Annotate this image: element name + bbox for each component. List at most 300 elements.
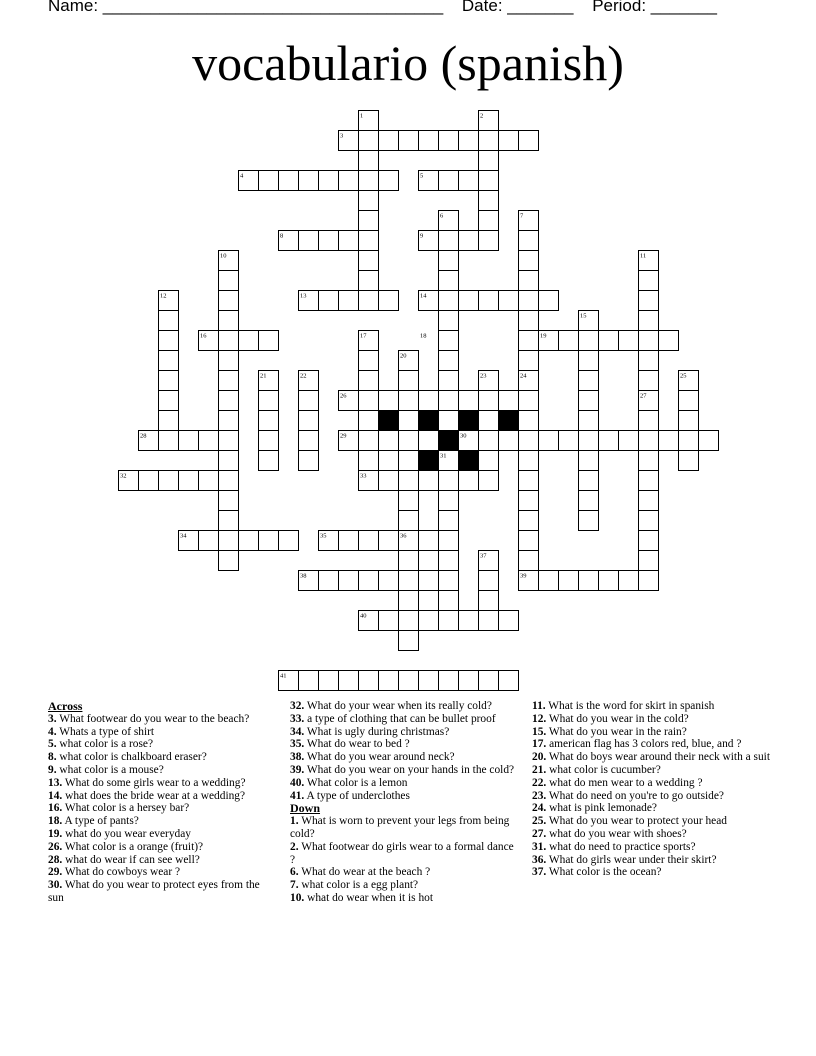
grid-cell[interactable] xyxy=(259,431,279,451)
grid-cell[interactable] xyxy=(339,571,359,591)
grid-cell[interactable] xyxy=(539,431,559,451)
clue-text: A type of underclothes xyxy=(304,789,410,802)
grid-cell[interactable] xyxy=(579,451,599,471)
clue-text: what is pink lemonade? xyxy=(546,802,657,815)
grid-cell[interactable] xyxy=(359,131,379,151)
clue-number: 20. xyxy=(532,751,547,764)
clue-number-label: 39 xyxy=(520,572,527,580)
grid-cell[interactable] xyxy=(219,491,239,511)
grid-cell[interactable] xyxy=(399,591,419,611)
grid-cell[interactable] xyxy=(439,251,459,271)
grid-cell[interactable] xyxy=(399,671,419,691)
grid-cell[interactable] xyxy=(159,311,179,331)
clue-text: What do boys wear around their neck with a suit xyxy=(546,751,770,764)
grid-cell[interactable] xyxy=(699,431,719,451)
grid-cell[interactable] xyxy=(159,371,179,391)
grid-cell[interactable] xyxy=(219,331,239,351)
grid-cell[interactable] xyxy=(459,171,479,191)
grid-cell[interactable] xyxy=(499,391,519,411)
grid-cell[interactable] xyxy=(519,391,539,411)
across-clue xyxy=(48,738,278,751)
grid-cell[interactable] xyxy=(359,671,379,691)
grid-cell[interactable] xyxy=(359,211,379,231)
grid-cell[interactable] xyxy=(479,291,499,311)
grid-cell[interactable] xyxy=(399,131,419,151)
clue-text: What do you wear around neck? xyxy=(304,751,455,764)
grid-cell[interactable] xyxy=(419,131,439,151)
clue-number: 4. xyxy=(48,725,57,738)
grid-cell[interactable] xyxy=(639,431,659,451)
grid-cell[interactable] xyxy=(579,571,599,591)
grid-cell[interactable] xyxy=(359,351,379,371)
grid-cell[interactable] xyxy=(439,351,459,371)
clue-number: 35. xyxy=(290,738,305,751)
grid-cell[interactable] xyxy=(259,451,279,471)
clue-text: What do you wear in the cold? xyxy=(546,712,689,725)
grid-cell[interactable] xyxy=(359,291,379,311)
grid-cell[interactable] xyxy=(379,671,399,691)
grid-cell[interactable] xyxy=(399,451,419,471)
grid-cell[interactable] xyxy=(519,411,539,431)
grid-cell[interactable] xyxy=(519,331,539,351)
grid-cell[interactable] xyxy=(279,531,299,551)
clue-number-label: 37 xyxy=(480,552,487,560)
clue-number-label: 9 xyxy=(420,232,424,240)
grid-cell[interactable] xyxy=(379,611,399,631)
grid-cell[interactable] xyxy=(619,331,639,351)
grid-cell[interactable] xyxy=(399,631,419,651)
grid-cell[interactable] xyxy=(479,151,499,171)
clue-number-label: 21 xyxy=(260,372,267,380)
down-clue xyxy=(532,802,772,815)
grid-cell[interactable] xyxy=(439,231,459,251)
grid-cell[interactable] xyxy=(319,291,339,311)
grid-cell[interactable] xyxy=(479,611,499,631)
grid-cell[interactable] xyxy=(639,311,659,331)
clue-text: What footwear do you wear to the beach? xyxy=(56,712,250,725)
grid-cell[interactable] xyxy=(339,531,359,551)
grid-cell[interactable] xyxy=(259,331,279,351)
clue-text: what does the bride wear at a wedding? xyxy=(62,789,246,802)
grid-cell[interactable] xyxy=(359,191,379,211)
blocked-cell xyxy=(439,431,459,451)
grid-cell[interactable] xyxy=(419,571,439,591)
grid-cell[interactable] xyxy=(419,531,439,551)
grid-cell[interactable] xyxy=(519,271,539,291)
grid-cell[interactable] xyxy=(419,611,439,631)
period-field-label[interactable]: Period: _______ xyxy=(592,0,717,15)
clue-text: What is worn to prevent your legs from being cold? xyxy=(290,815,510,840)
grid-cell[interactable] xyxy=(479,591,499,611)
grid-cell[interactable] xyxy=(599,331,619,351)
grid-cell[interactable] xyxy=(299,431,319,451)
grid-cell[interactable] xyxy=(459,611,479,631)
grid-cell[interactable] xyxy=(159,331,179,351)
clue-number: 28. xyxy=(48,853,63,866)
clue-number-label: 22 xyxy=(300,372,307,380)
grid-cell[interactable] xyxy=(339,671,359,691)
grid-cell[interactable] xyxy=(299,451,319,471)
clue-text: What do wear at the beach ? xyxy=(298,866,431,879)
grid-cell[interactable] xyxy=(479,411,499,431)
grid-cell[interactable] xyxy=(399,551,419,571)
grid-cell[interactable] xyxy=(199,431,219,451)
grid-cell[interactable] xyxy=(519,551,539,571)
grid-cell[interactable] xyxy=(439,271,459,291)
grid-cell[interactable] xyxy=(159,351,179,371)
grid-cell[interactable] xyxy=(459,671,479,691)
grid-cell[interactable] xyxy=(479,451,499,471)
grid-cell[interactable] xyxy=(179,431,199,451)
grid-cell[interactable] xyxy=(639,471,659,491)
grid-cell[interactable] xyxy=(219,511,239,531)
grid-cell[interactable] xyxy=(319,671,339,691)
grid-cell[interactable] xyxy=(459,231,479,251)
grid-cell[interactable] xyxy=(359,411,379,431)
grid-cell[interactable] xyxy=(559,331,579,351)
grid-cell[interactable] xyxy=(359,571,379,591)
grid-cell[interactable] xyxy=(419,671,439,691)
grid-cell[interactable] xyxy=(159,411,179,431)
grid-cell[interactable] xyxy=(439,371,459,391)
clue-number-label: 2 xyxy=(480,112,484,120)
grid-cell[interactable] xyxy=(639,451,659,471)
grid-cell[interactable] xyxy=(399,411,419,431)
grid-cell[interactable] xyxy=(379,471,399,491)
clue-number-label: 29 xyxy=(340,432,347,440)
clue-text: american flag has 3 colors red, blue, and ? xyxy=(546,738,742,751)
grid-cell[interactable] xyxy=(539,291,559,311)
grid-cell[interactable] xyxy=(379,131,399,151)
grid-cell[interactable] xyxy=(399,471,419,491)
grid-cell[interactable] xyxy=(579,431,599,451)
clue-number-label: 16 xyxy=(200,332,207,340)
grid-cell[interactable] xyxy=(359,371,379,391)
grid-cell[interactable] xyxy=(319,571,339,591)
grid-cell[interactable] xyxy=(439,551,459,571)
grid-cell[interactable] xyxy=(139,471,159,491)
grid-cell[interactable] xyxy=(259,531,279,551)
grid-cell[interactable] xyxy=(519,431,539,451)
grid-cell[interactable] xyxy=(379,391,399,411)
across-clue xyxy=(48,828,278,841)
grid-cell[interactable] xyxy=(239,331,259,351)
grid-cell[interactable] xyxy=(259,411,279,431)
grid-cell[interactable] xyxy=(639,531,659,551)
down-clue xyxy=(290,866,520,879)
grid-cell[interactable] xyxy=(219,271,239,291)
grid-cell[interactable] xyxy=(419,431,439,451)
grid-cell[interactable] xyxy=(319,231,339,251)
grid-cell[interactable] xyxy=(519,511,539,531)
clue-number: 24. xyxy=(532,802,547,815)
grid-cell[interactable] xyxy=(579,351,599,371)
down-clue xyxy=(532,828,772,841)
grid-cell[interactable] xyxy=(579,371,599,391)
grid-cell[interactable] xyxy=(639,511,659,531)
grid-cell[interactable] xyxy=(519,471,539,491)
grid-cell[interactable] xyxy=(439,531,459,551)
grid-cell[interactable] xyxy=(639,331,659,351)
grid-cell[interactable] xyxy=(359,251,379,271)
grid-cell[interactable] xyxy=(359,431,379,451)
grid-cell[interactable] xyxy=(439,491,459,511)
grid-cell[interactable] xyxy=(359,171,379,191)
down-clue xyxy=(532,777,772,790)
grid-cell[interactable] xyxy=(299,171,319,191)
grid-cell[interactable] xyxy=(439,671,459,691)
grid-cell[interactable] xyxy=(639,351,659,371)
grid-cell[interactable] xyxy=(639,571,659,591)
grid-cell[interactable] xyxy=(479,431,499,451)
clue-number-label: 34 xyxy=(180,532,187,540)
grid-cell[interactable] xyxy=(679,431,699,451)
grid-cell[interactable] xyxy=(359,531,379,551)
grid-cell[interactable] xyxy=(219,391,239,411)
grid-cell[interactable] xyxy=(439,331,459,351)
grid-cell[interactable] xyxy=(219,311,239,331)
grid-cell[interactable] xyxy=(559,571,579,591)
grid-cell[interactable] xyxy=(439,291,459,311)
grid-cell[interactable] xyxy=(639,371,659,391)
grid-cell[interactable] xyxy=(479,171,499,191)
grid-cell[interactable] xyxy=(159,391,179,411)
grid-cell[interactable] xyxy=(499,671,519,691)
grid-cell[interactable] xyxy=(639,551,659,571)
clue-text: What color is the ocean? xyxy=(546,866,662,879)
grid-cell[interactable] xyxy=(539,571,559,591)
grid-cell[interactable] xyxy=(259,391,279,411)
grid-cell[interactable] xyxy=(479,391,499,411)
grid-cell[interactable] xyxy=(679,391,699,411)
grid-cell[interactable] xyxy=(439,511,459,531)
across-clue xyxy=(290,777,520,790)
grid-cell[interactable] xyxy=(679,411,699,431)
clue-text: What color is a orange (fruit)? xyxy=(62,840,204,853)
grid-cell[interactable] xyxy=(399,491,419,511)
grid-cell[interactable] xyxy=(239,531,259,551)
page-title: vocabulario (spanish) xyxy=(192,35,624,91)
grid-cell[interactable] xyxy=(179,471,199,491)
grid-cell[interactable] xyxy=(199,471,219,491)
clue-number: 12. xyxy=(532,712,547,725)
clue-text: what color is a egg plant? xyxy=(298,879,419,892)
clue-number-label: 11 xyxy=(640,252,647,260)
date-field-label[interactable]: Date: _______ xyxy=(461,0,574,15)
grid-cell[interactable] xyxy=(499,131,519,151)
down-clue xyxy=(532,790,772,803)
clue-number: 6. xyxy=(290,866,299,879)
grid-cell[interactable] xyxy=(579,411,599,431)
grid-cell[interactable] xyxy=(499,291,519,311)
grid-cell[interactable] xyxy=(679,451,699,471)
name-field-label[interactable]: Name: ____________________________________ xyxy=(48,0,444,15)
clue-text: What do you wear in the rain? xyxy=(546,725,687,738)
grid-cell[interactable] xyxy=(639,491,659,511)
clue-number: 3. xyxy=(48,712,57,725)
clue-number-label: 8 xyxy=(280,232,284,240)
grid-cell[interactable] xyxy=(379,171,399,191)
grid-cell[interactable] xyxy=(519,291,539,311)
grid-cell[interactable] xyxy=(159,471,179,491)
grid-cell[interactable] xyxy=(439,471,459,491)
grid-cell[interactable] xyxy=(359,391,379,411)
clue-number-label: 4 xyxy=(240,172,244,180)
grid-cell[interactable] xyxy=(639,411,659,431)
grid-cell[interactable] xyxy=(459,391,479,411)
down-heading: Down xyxy=(290,801,321,816)
grid-cell[interactable] xyxy=(319,171,339,191)
across-clue xyxy=(48,764,278,777)
grid-cell[interactable] xyxy=(399,391,419,411)
blocked-cell xyxy=(459,451,479,471)
grid-cell[interactable] xyxy=(659,431,679,451)
grid-cell[interactable] xyxy=(359,451,379,471)
grid-cell[interactable] xyxy=(579,331,599,351)
grid-cell[interactable] xyxy=(639,271,659,291)
grid-cell[interactable] xyxy=(299,411,319,431)
clue-text: What color is a lemon xyxy=(304,776,408,789)
grid-cell[interactable] xyxy=(599,431,619,451)
grid-cell[interactable] xyxy=(399,511,419,531)
grid-cell[interactable] xyxy=(559,431,579,451)
grid-cell[interactable] xyxy=(399,571,419,591)
grid-cell[interactable] xyxy=(499,431,519,451)
grid-cell[interactable] xyxy=(219,411,239,431)
grid-cell[interactable] xyxy=(479,571,499,591)
grid-cell[interactable] xyxy=(379,431,399,451)
clue-number: 9. xyxy=(48,763,57,776)
grid-cell[interactable] xyxy=(399,611,419,631)
grid-cell[interactable] xyxy=(219,351,239,371)
across-clue xyxy=(48,713,278,726)
grid-cell[interactable] xyxy=(519,491,539,511)
grid-cell[interactable] xyxy=(359,231,379,251)
grid-cell[interactable] xyxy=(479,671,499,691)
grid-cell[interactable] xyxy=(259,171,279,191)
grid-cell[interactable] xyxy=(479,211,499,231)
grid-cell[interactable] xyxy=(479,471,499,491)
clues-column-3 xyxy=(532,700,772,879)
across-clue xyxy=(290,751,520,764)
grid-cell[interactable] xyxy=(499,611,519,631)
grid-cell[interactable] xyxy=(359,271,379,291)
clue-text: What do girls wear under their skirt? xyxy=(546,853,717,866)
clue-number: 2. xyxy=(290,840,299,853)
blocked-cell xyxy=(459,411,479,431)
grid-cell[interactable] xyxy=(519,451,539,471)
grid-cell[interactable] xyxy=(439,591,459,611)
grid-cell[interactable] xyxy=(579,391,599,411)
grid-cell[interactable] xyxy=(219,451,239,471)
grid-cell[interactable] xyxy=(579,511,599,531)
grid-cell[interactable] xyxy=(519,311,539,331)
grid-cell[interactable] xyxy=(479,231,499,251)
grid-cell[interactable] xyxy=(279,171,299,191)
grid-cell[interactable] xyxy=(439,571,459,591)
grid-cell[interactable] xyxy=(519,231,539,251)
grid-cell[interactable] xyxy=(299,671,319,691)
grid-cell[interactable] xyxy=(379,571,399,591)
grid-cell[interactable] xyxy=(359,151,379,171)
grid-cell[interactable] xyxy=(439,131,459,151)
grid-cell[interactable] xyxy=(419,471,439,491)
grid-cell[interactable] xyxy=(339,171,359,191)
grid-cell[interactable] xyxy=(519,131,539,151)
grid-cell[interactable] xyxy=(299,391,319,411)
grid-cell[interactable] xyxy=(219,551,239,571)
grid-cell[interactable] xyxy=(419,391,439,411)
clue-number: 31. xyxy=(532,840,547,853)
grid-cell[interactable] xyxy=(439,391,459,411)
clue-number: 1. xyxy=(290,815,299,828)
across-clue xyxy=(290,700,520,713)
clue-text: a type of clothing that can be bullet proof xyxy=(304,712,496,725)
down-clue xyxy=(532,751,772,764)
grid-cell[interactable] xyxy=(439,411,459,431)
clue-number: 26. xyxy=(48,840,63,853)
grid-cell[interactable] xyxy=(619,571,639,591)
grid-cell[interactable] xyxy=(579,491,599,511)
grid-cell[interactable] xyxy=(379,291,399,311)
grid-cell[interactable] xyxy=(439,611,459,631)
clue-number-label: 33 xyxy=(360,472,367,480)
grid-cell[interactable] xyxy=(459,291,479,311)
grid-cell[interactable] xyxy=(219,371,239,391)
clue-text: what color is cucumber? xyxy=(546,763,661,776)
clue-number: 34. xyxy=(290,725,305,738)
clue-text: What do your wear when its really cold? xyxy=(304,700,492,712)
grid-cell[interactable] xyxy=(519,531,539,551)
grid-cell[interactable] xyxy=(399,431,419,451)
down-clue xyxy=(532,738,772,751)
grid-cell[interactable] xyxy=(619,431,639,451)
grid-cell[interactable] xyxy=(479,191,499,211)
across-clue xyxy=(48,815,278,828)
grid-cell[interactable] xyxy=(519,251,539,271)
grid-cell[interactable] xyxy=(339,291,359,311)
clue-number-label: 41 xyxy=(280,672,287,680)
grid-cell[interactable] xyxy=(219,431,239,451)
grid-cell[interactable] xyxy=(439,171,459,191)
grid-cell[interactable] xyxy=(459,471,479,491)
clue-number-label: 10 xyxy=(220,252,227,260)
clue-number: 41. xyxy=(290,789,305,802)
grid-cell[interactable] xyxy=(339,231,359,251)
grid-cell[interactable] xyxy=(579,471,599,491)
grid-cell[interactable] xyxy=(159,431,179,451)
clue-number: 13. xyxy=(48,776,63,789)
clue-number-label: 7 xyxy=(520,212,524,220)
grid-cell[interactable] xyxy=(219,291,239,311)
grid-cell[interactable] xyxy=(219,471,239,491)
grid-cell[interactable] xyxy=(299,231,319,251)
clue-number: 25. xyxy=(532,815,547,828)
across-clue xyxy=(48,841,278,854)
grid-cell[interactable] xyxy=(459,131,479,151)
grid-cell[interactable] xyxy=(199,531,219,551)
grid-cell[interactable] xyxy=(519,351,539,371)
grid-cell[interactable] xyxy=(439,311,459,331)
grid-cell[interactable] xyxy=(599,571,619,591)
grid-cell[interactable] xyxy=(399,371,419,391)
grid-cell[interactable] xyxy=(219,531,239,551)
grid-cell[interactable] xyxy=(379,531,399,551)
grid-cell[interactable] xyxy=(659,331,679,351)
clue-number-label: 30 xyxy=(460,432,467,440)
grid-cell[interactable] xyxy=(639,291,659,311)
grid-cell[interactable] xyxy=(479,131,499,151)
